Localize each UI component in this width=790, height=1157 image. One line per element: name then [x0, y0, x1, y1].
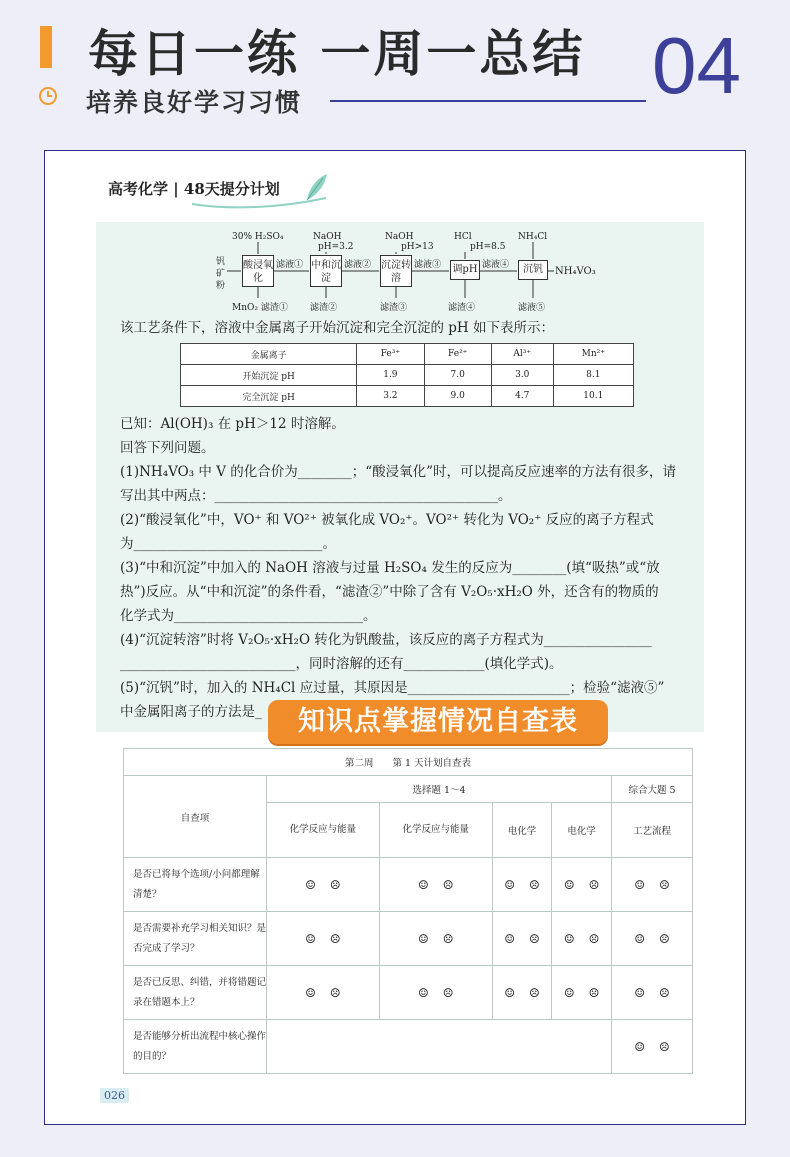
frown-face-icon[interactable]: ☹ [588, 877, 600, 892]
smile-face-icon[interactable]: ☺ [563, 985, 575, 1000]
filtrate-1: 滤液① [276, 260, 304, 270]
filtrate-3: 滤液③ [414, 260, 442, 270]
smile-face-icon[interactable]: ☺ [417, 931, 429, 946]
smile-face-icon[interactable]: ☺ [634, 877, 645, 892]
face-cell [612, 912, 693, 966]
check-item: 是否能够分析出流程中核心操作的目的？ [124, 1020, 267, 1074]
column-header: 化学反应与能量 [379, 803, 492, 858]
check-item: 是否已反思、纠错，并将错题记录在错题本上？ [124, 966, 267, 1020]
question-line: 化学式为____________________________。 [120, 608, 377, 624]
ph-table [180, 343, 634, 407]
frown-face-icon[interactable]: ☹ [659, 877, 670, 892]
smile-face-icon[interactable]: ☺ [634, 1039, 645, 1054]
table-row [181, 344, 634, 365]
table-cell: 完全沉淀 pH [181, 386, 357, 407]
question-line: 回答下列问题。 [120, 440, 215, 456]
table-cell: 9.0 [424, 386, 491, 407]
frown-face-icon[interactable]: ☹ [329, 877, 341, 892]
section-number: 04 [652, 21, 741, 110]
header-swoosh [190, 196, 330, 210]
frown-face-icon[interactable]: ☹ [442, 877, 454, 892]
frown-face-icon[interactable]: ☹ [442, 985, 454, 1000]
face-cell [492, 912, 552, 966]
reagent-nh4cl: NH₄Cl [518, 232, 548, 242]
table-cell: 10.1 [553, 386, 633, 407]
smile-face-icon[interactable]: ☺ [504, 877, 515, 892]
frown-face-icon[interactable]: ☹ [659, 931, 670, 946]
table-header-cell: Fe³⁺ [357, 344, 424, 365]
check-item: 是否已将每个选项/小问都理解清楚？ [124, 858, 267, 912]
smile-face-icon[interactable]: ☺ [305, 931, 316, 946]
column-header: 工艺流程 [612, 803, 693, 858]
smile-face-icon[interactable]: ☺ [305, 985, 316, 1000]
page-subtitle: 培养良好学习习惯 [86, 88, 303, 117]
page-number: 026 [100, 1088, 129, 1103]
filtrate-5: 滤液⑤ [518, 303, 546, 313]
frown-face-icon[interactable]: ☹ [329, 985, 341, 1000]
step-box-5: 沉钒 [518, 260, 548, 280]
step-box-3: 沉淀转溶 [380, 255, 412, 287]
frown-face-icon[interactable]: ☹ [588, 931, 600, 946]
column-header: 电化学 [492, 803, 552, 858]
checklist-badge: 知识点掌握情况自查表 [268, 700, 608, 744]
item-column-header: 自查项 [124, 776, 267, 858]
face-cell [379, 858, 492, 912]
question-intro: 该工艺条件下，溶液中金属离子开始沉淀和完全沉淀的 pH 如下表所示： [120, 320, 554, 336]
residue-4: 滤渣④ [448, 303, 476, 313]
face-cell [379, 966, 492, 1020]
table-row [124, 912, 693, 966]
question-line: 已知：Al(OH)₃ 在 pH＞12 时溶解。 [120, 416, 345, 432]
process-flow-diagram [210, 230, 630, 314]
table-row [124, 858, 693, 912]
table-cell: 开始沉淀 pH [181, 365, 357, 386]
frown-face-icon[interactable]: ☹ [588, 985, 600, 1000]
face-cell [612, 966, 693, 1020]
checklist-title: 第二周 第 1 天计划自查表 [124, 749, 693, 776]
accent-bar [40, 26, 52, 68]
step-box-2: 中和沉淀 [310, 255, 342, 287]
frown-face-icon[interactable]: ☹ [329, 931, 341, 946]
table-header-cell: Fe²⁺ [424, 344, 491, 365]
table-row [181, 386, 634, 407]
filtrate-4: 滤液④ [482, 260, 510, 270]
column-header: 化学反应与能量 [267, 803, 380, 858]
frown-face-icon[interactable]: ☹ [528, 985, 540, 1000]
smile-face-icon[interactable]: ☺ [563, 877, 575, 892]
smile-face-icon[interactable]: ☺ [634, 931, 645, 946]
question-line: 写出其中两点：__________________________________________。 [120, 488, 512, 504]
face-cell [492, 858, 552, 912]
question-line: __________________________，同时溶解的还有____________(填化学式)。 [120, 656, 563, 672]
table-row [181, 365, 634, 386]
question-line: (2)“酸浸氧化”中，VO⁺ 和 VO²⁺ 被氧化成 VO₂⁺。VO²⁺ 转化为 VO₂⁺ 反应的离子方程式 [120, 512, 654, 528]
table-row [124, 749, 693, 776]
reagent-ph-3: pH=8.5 [470, 242, 506, 252]
smile-face-icon[interactable]: ☺ [417, 877, 429, 892]
table-cell: 3.2 [357, 386, 424, 407]
table-header-cell: Mn²⁺ [553, 344, 633, 365]
residue-2: 滤渣② [310, 303, 338, 313]
book-header: 高考化学 | 48天提分计划 [108, 180, 280, 198]
group-header-choice: 选择题 1～4 [267, 776, 612, 803]
column-header: 电化学 [552, 803, 612, 858]
question-line: (4)“沉淀转溶”时将 V₂O₅·xH₂O 转化为钒酸盐，该反应的离子方程式为________________ [120, 632, 652, 648]
reagent-ph-1: pH=3.2 [318, 242, 354, 252]
question-line: 中金属阳离子的方法是_ [120, 704, 262, 720]
frown-face-icon[interactable]: ☹ [528, 931, 540, 946]
frown-face-icon[interactable]: ☹ [659, 985, 670, 1000]
group-header-comprehensive: 综合大题 5 [612, 776, 693, 803]
face-cell [552, 912, 612, 966]
table-row [124, 966, 693, 1020]
reagent-ph-2: pH>13 [401, 242, 434, 252]
face-cell [267, 858, 380, 912]
smile-face-icon[interactable]: ☺ [417, 985, 429, 1000]
table-header-cell: Al³⁺ [491, 344, 553, 365]
smile-face-icon[interactable]: ☺ [305, 877, 316, 892]
table-cell: 1.9 [357, 365, 424, 386]
self-check-table [123, 748, 693, 1074]
table-cell: 4.7 [491, 386, 553, 407]
smile-face-icon[interactable]: ☺ [504, 931, 515, 946]
check-item: 是否需要补充学习相关知识？是否完成了学习？ [124, 912, 267, 966]
question-line: (1)NH₄VO₃ 中 V 的化合价为________；“酸浸氧化”时，可以提高反应速率的方法有很多，请 [120, 464, 677, 480]
smile-face-icon[interactable]: ☺ [504, 985, 515, 1000]
reagent-hcl: HCl [454, 232, 472, 242]
face-cell [552, 966, 612, 1020]
page-title: 每日一练 一周一总结 [88, 25, 586, 83]
frown-face-icon[interactable]: ☹ [442, 931, 454, 946]
clock-icon [38, 86, 58, 106]
product: NH₄VO₃ [555, 266, 596, 277]
flow-arrows [210, 230, 630, 314]
frown-face-icon[interactable]: ☹ [659, 1039, 670, 1054]
face-cell [379, 912, 492, 966]
filtrate-2: 滤液② [344, 260, 372, 270]
table-cell: 3.0 [491, 365, 553, 386]
face-cell [612, 1020, 693, 1074]
table-row [124, 776, 693, 803]
question-line: 热”)反应。从“中和沉淀”的条件看，“滤渣②”中除了含有 V₂O₅·xH₂O 外，还含有的物质的 [120, 584, 659, 600]
table-header-cell: 金属离子 [181, 344, 357, 365]
reagent-naoh-1: NaOH [313, 232, 342, 242]
face-cell [267, 912, 380, 966]
subtitle-underline [330, 100, 646, 102]
table-cell: 7.0 [424, 365, 491, 386]
frown-face-icon[interactable]: ☹ [528, 877, 540, 892]
smile-face-icon[interactable]: ☺ [563, 931, 575, 946]
table-row [124, 1020, 693, 1074]
face-cell [492, 966, 552, 1020]
question-line: 为____________________________。 [120, 536, 336, 552]
step-box-4: 调pH [450, 260, 480, 280]
residue-3: 滤渣③ [380, 303, 408, 313]
face-cell [612, 858, 693, 912]
reagent-h2so4: 30% H₂SO₄ [232, 232, 284, 242]
smile-face-icon[interactable]: ☺ [634, 985, 645, 1000]
question-line: (5)“沉钒”时，加入的 NH₄Cl 应过量，其原因是________________________；检验“滤液⑤” [120, 680, 665, 696]
step-box-1: 酸浸氧化 [242, 255, 274, 287]
start-material: 钒矿粉 [216, 257, 226, 291]
face-cell [267, 966, 380, 1020]
table-cell: 8.1 [553, 365, 633, 386]
face-cell [552, 858, 612, 912]
empty-cell [267, 1020, 612, 1074]
residue-1: MnO₂ 滤渣① [232, 303, 288, 313]
reagent-naoh-2: NaOH [385, 232, 414, 242]
question-line: (3)“中和沉淀”中加入的 NaOH 溶液与过量 H₂SO₄ 发生的反应为________(填“吸热”或“放 [120, 560, 660, 576]
